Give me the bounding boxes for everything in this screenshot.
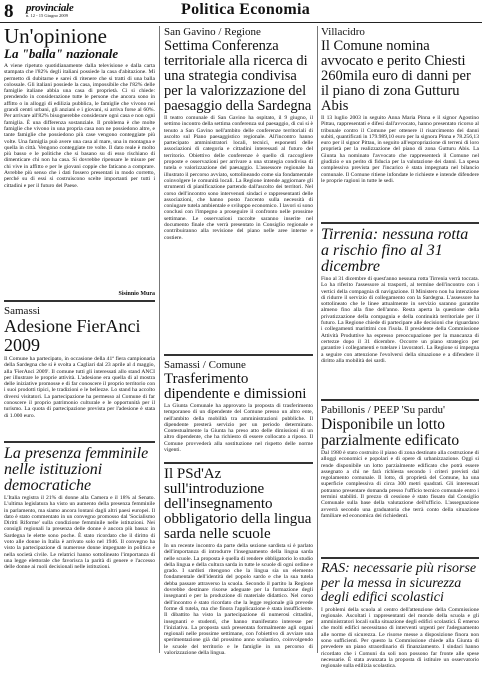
article-title: Un'opinione bbox=[4, 24, 107, 48]
column-left bbox=[4, 26, 155, 647]
article-signature: Sisinnio Mura bbox=[118, 291, 155, 297]
separator bbox=[321, 399, 479, 401]
article-kicker: Villacidro bbox=[321, 26, 365, 38]
article-body: La Giunta Comunale ha approvato la proposta di trasferimento temporaneo di un dipendente del Comune presso un altro ente, nell'ambito della mobilità tra amministrazioni pubbliche. Il dipendente presterà servizio per un periodo determinato. Contestualmente la Giunta ha preso atto delle dimissioni di un altro dipendente, che ha richiesto di essere collocato a riposo. Il Comune provvederà alla sostituzione nel rispetto delle norme vigenti. bbox=[164, 403, 313, 454]
page-header bbox=[0, 0, 482, 23]
column-right bbox=[321, 26, 479, 683]
article-body: Il 13 luglio 2003 in seguito Anna Maria Pinna e il signor Agostino Pittau, rappresentati e difesi dall'avvocato, hanno presentato ricorso al tribunale contro il Comune per ottenere il risarcimento dei danni subiti, quantificati in 179.989,10 euro per la signora Pinna e 78.256,13 euro per il signor Pittau, in seguito all'espropriazione di terreni di loro proprietà per la realizzazione del piano di zona Gutturu Abis. La Giunta ha nominato l'avvocato che rappresenterà il Comune nel giudizio e un perito di fiducia per la valutazione dei danni. La spesa complessiva prevista per l'incarico è stata impegnata nel bilancio comunale. Il Comune ritiene infondate le richieste e intende difendere le proprie ragioni in tutte le sedi. bbox=[321, 115, 479, 184]
article-subtitle: La "balla" nazionale bbox=[4, 46, 119, 61]
article-title: Il Comune nomina avvocato e perito Chiesti 260mila euro di danni per il piano di zona Gutturu Abis bbox=[321, 38, 471, 114]
separator bbox=[4, 441, 155, 443]
article-kicker: Samassi / Comune bbox=[164, 359, 246, 371]
article-title: Tirrenia: nessuna rotta a rischio fino al 31 dicembre bbox=[321, 226, 469, 275]
article-fieranci bbox=[4, 305, 155, 438]
article-tirrenia bbox=[321, 227, 479, 396]
article-villacidro bbox=[321, 26, 479, 219]
article-title: Il PSd'Az sull'introduzione dell'insegnamento obbligatorio della lingua sarda nelle scuole bbox=[164, 466, 312, 542]
article-title: Trasferimento dipendente e dimissioni bbox=[164, 371, 307, 402]
page-number: 8 bbox=[4, 1, 14, 22]
article-title: Settima Conferenza territoriale alla ricerca di una strategia condivisa per la valorizzazione del paesaggio della Sardegna bbox=[164, 38, 312, 114]
article-pabillonis bbox=[321, 404, 479, 554]
article-body: I problemi della scuola al centro dell'attenzione della Commissione regionale. Ascoltati i rappresentanti del mondo della scuola e gli amministratori locali sulla situazione degli edifici scolastici. È emerso che molti edifici necessitano di interventi urgenti per l'adeguamento alle norme di sicurezza. Le risorse messe a disposizione finora non sono sufficienti. Per questo la Commissione chiede alla Giunta di prevedere un piano straordinario di finanziamento. I sindaci hanno ricordato che i Comuni da soli non possono far fronte alle spese necessarie. È stata avanzata la proposta di istituire un osservatorio regionale sulla edilizia scolastica. bbox=[321, 606, 479, 670]
column-middle bbox=[164, 26, 313, 695]
article-kicker: Samassi bbox=[4, 305, 41, 317]
article-kicker: Pabillonis / PEEP 'Su pardu' bbox=[321, 404, 445, 416]
article-trasferimento bbox=[164, 359, 313, 459]
article-ras bbox=[321, 562, 479, 681]
article-title: Disponibile un lotto parzialmente edificato bbox=[321, 416, 460, 449]
article-body: In un recente incontro da parte della sezione sardista si è parlato dell'importanza di introdurre l'insegnamento della lingua sarda nelle scuole. La proposta è quella di rendere obbligatorio lo studio della lingua e della cultura sarda in tutte le scuole di ogni ordine e grado. I sardisti ritengono che la lingua sia un elemento fondamentale dell'identità del popolo sardo e che la sua tutela debba passare attraverso la scuola. Secondo il partito la Regione dovrebbe destinare risorse adeguate per la formazione degli insegnanti e per la produzione di materiale didattico. Nel corso dell'incontro è stato ricordato che la legge regionale già prevede forme di tutela, ma che finora l'applicazione è stata insufficiente. Il dibattito ha visto la partecipazione di numerosi cittadini, insegnanti e studenti, che hanno manifestato interesse per l'iniziativa. La proposta sarà presentata formalmente agli organi regionali nelle prossime settimane, con l'obiettivo di avviare una sperimentazione già dal prossimo anno scolastico, coinvolgendo le scuole del territorio e le famiglie in un percorso di valorizzazione della lingua. bbox=[164, 543, 313, 657]
article-sardo bbox=[164, 467, 313, 693]
column-divider bbox=[317, 26, 318, 653]
separator bbox=[321, 557, 479, 559]
issue-date: n. 12 - 15 Giugno 2009 bbox=[26, 13, 68, 18]
separator bbox=[164, 354, 313, 356]
section-title: Politica Economia bbox=[181, 1, 311, 18]
separator bbox=[4, 300, 155, 302]
article-title: La presenza femminile nelle istituzioni democratiche bbox=[4, 445, 149, 494]
column-divider bbox=[159, 26, 160, 653]
article-body: Dal 1980 è stato costruito il piano di zona destinato alla costruzione di alloggi economici e popolari e di opere di urbanizzazione. Oggi si rende disponibile un lotto parzialmente edificato che potrà essere assegnato a chi ne farà richiesta secondo i criteri previsti dal regolamento comunale. Il lotto, di proprietà del Comune, ha una superficie complessiva di circa 300 metri quadrati. Gli interessati potranno presentare domanda presso l'ufficio tecnico comunale entro i termini stabiliti. Il prezzo di cessione è stato fissato dal Consiglio Comunale sulla base della valutazione dell'ufficio. L'assegnazione avverrà secondo una graduatoria che terrà conto della situazione familiare ed economica dei richiedenti. bbox=[321, 450, 479, 519]
article-title: Adesione FierAnci 2009 bbox=[4, 316, 141, 355]
article-title: RAS: necessarie più risorse per la messa in sicurezza degli edifici scolastici bbox=[321, 561, 477, 605]
article-body: A viene ripetuto quotidianamente dalla televisione e dalla carta stampata che l'82% degli italiani possiede la casa d'abitazione. Mi permetto di dubitarne e sarei di ritenere che si tratti di una balla colossale. Gli italiani possiede la casa, impossibile che l'82% delle famiglie italiane abbia una casa di proprietà. Ci si chiede: prendendo in considerazione tutte le persone che ancora sono in affitto o in alloggi di edilizia pubblica, le famiglie che vivono nei grandi centri urbani, gli anziani e i giovani, si arriva forse al 60%. Per arrivare all'82% bisognerebbe considerare ogni casa e non ogni famiglia. È una differenza sostanziale. Il problema è che molte famiglie che vivono in una propria casa non ne possiedono altre, e tante famiglie che possiedono più case vengono conteggiate più volte. Una famiglia può avere una casa al mare, una in montagna e quella in città. Vengono conteggiate tre volte. Il dato reale è molto più basso e le politiche che si basano su di esso rischiano di dimenticare chi non ha casa. Si dovrebbe ripensare le misure per chi vive in affitto e per le giovani coppie che faticano a comprare. Avrebbe più senso che i dati fossero presentati in modo corretto, perché su di essi si costruiscono scelte importanti per tutti i cittadini e per il futuro del Paese. bbox=[4, 63, 155, 189]
separator bbox=[321, 222, 479, 224]
separator bbox=[164, 462, 313, 464]
article-body: Fino al 31 dicembre di quest'anno nessuna rotta Tirrenia verrà toccata. Lo ha riferito l'assessore ai trasporti, al termine dell'incontro con i vertici della compagnia di navigazione. Il Ministero non ha intenzione di ridurre il servizio di collegamento con la Sardegna. L'assessore ha sottolineato che le linee attualmente in servizio saranno garantite almeno fino alla fine dell'anno. Resta aperta la questione della privatizzazione della compagnia e della continuità territoriale per il futuro. La Regione chiede di partecipare alle decisioni che riguardano i collegamenti marittimi con l'isola. Il presidente della Commissione Attività Produttive ha espresso preoccupazione per la mancanza di certezze dopo il 31 dicembre. Occorre un piano strategico per garantire i collegamenti e tutelare i lavoratori. La Regione si impegna a seguire con attenzione l'evolversi della situazione e a difendere il diritto alla mobilità dei sardi. bbox=[321, 276, 479, 364]
article-donne bbox=[4, 446, 155, 645]
article-conferenza bbox=[164, 26, 313, 351]
article-kicker: San Gavino / Regione bbox=[164, 26, 261, 38]
newspaper-logo: provinciale bbox=[26, 2, 74, 14]
article-opinion bbox=[4, 26, 155, 297]
article-body: Il teatro comunale di San Gavino ha ospitato, il 9 giugno, il settimo incontro della settima conferenza sul paesaggio, di cui si è tenuto a San Gavino nell'ambito delle conferenze territoriali di ascolto sul Piano paesaggistico regionale. All'incontro hanno partecipato amministratori locali, tecnici, esponenti delle associazioni di categoria e cittadini interessati al futuro del territorio. Obiettivo delle conferenze è quello di raccogliere proposte e osservazioni per arrivare a una strategia condivisa di tutela e valorizzazione del paesaggio. L'assessore regionale ha illustrato il percorso avviato, sottolineando come sia fondamentale coinvolgere le comunità locali. La Regione intende aggiornare gli strumenti di pianificazione partendo dall'ascolto dei territori. Nel corso dell'incontro sono intervenuti sindaci e rappresentanti delle associazioni, che hanno posto l'accento sulla necessità di coniugare tutela ambientale e sviluppo economico. I lavori si sono conclusi con l'impegno a proseguire il confronto nelle prossime settimane. Le osservazioni raccolte saranno inserite nel documento finale che verrà presentato in Consiglio regionale e contribuiranno alla revisione del piano nelle aree interne e costiere. bbox=[164, 115, 313, 241]
article-body: L'Italia registra il 21% di donne alla Camera e il 18% al Senato. L'ultima legislatura ha visto un aumento della presenza femminile in parlamento, ma siamo ancora lontani dagli altri paesi europei. Il dato è stato commentato in un convegno promosso dal 'Socialismo Diritti Riforme' sulla condizione femminile nelle istituzioni. Nei consigli regionali la presenza delle donne è ancora più bassa: in Sardegna le elette sono poche. È stato ricordato che il diritto di voto alle donne in Italia è arrivato solo nel 1946. Il convegno ha visto la partecipazione di numerose donne impegnate in politica e nella società civile. Le relatrici hanno sottolineato l'importanza di una legge elettorale che favorisca la parità di genere e l'accesso delle donne ai ruoli decisionali nelle istituzioni. bbox=[4, 495, 155, 571]
article-body: Il Comune ha partecipato, in occasione della 41ª fiera campionaria della Sardegna che si è svolta a Cagliari dal 23 aprile al 4 maggio, alla 'FierAnci 2009'. Il comune tutti gli interessati allo stand ANCI per illustrare le proprie attività. L'adesione era quella di al mostra delle iniziative promosse e di far conoscere il proprio territorio con i suoi prodotti tipici, le tradizioni e le bellezze. Lo stand ha accolto diversi visitatori. La partecipazione ha permesso al Comune di far conoscere il proprio patrimonio culturale e le opportunità per il turismo. La quota di partecipazione prevista per l'adesione è stata di 1.000 euro. bbox=[4, 356, 155, 419]
